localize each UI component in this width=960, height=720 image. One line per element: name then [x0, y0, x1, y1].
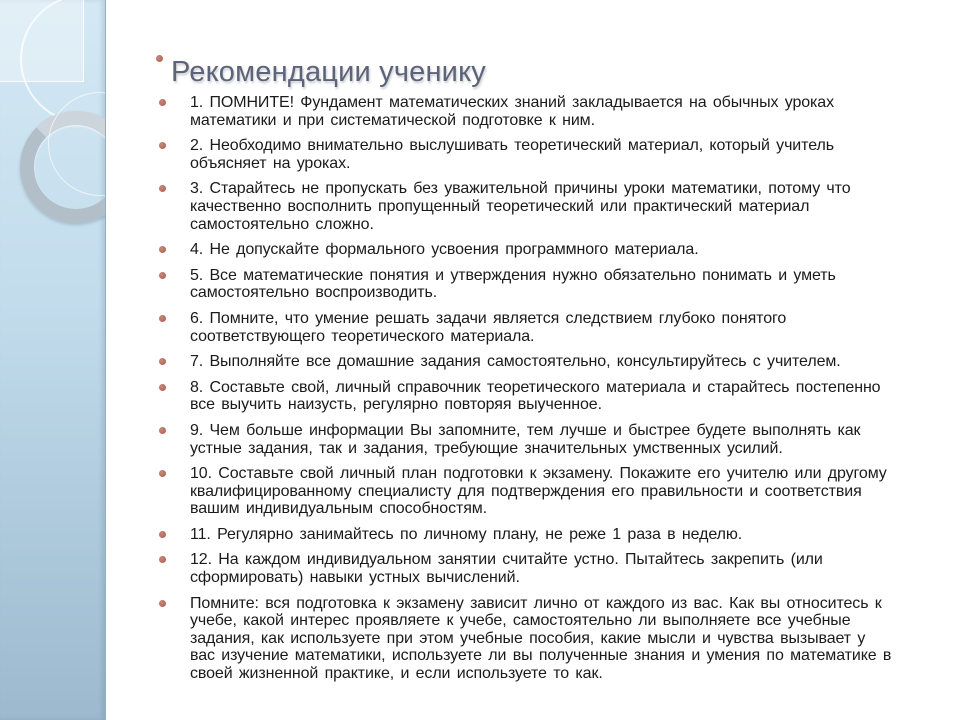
title-bullet-icon	[156, 55, 163, 62]
list-item-text: 12. На каждом индивидуальном занятии считайте устно. Пытайтесь закрепить (или сформировать) навыки устных вычислений.	[190, 551, 823, 587]
list-item	[190, 180, 892, 233]
list-item	[190, 422, 892, 457]
list-item	[190, 551, 892, 586]
list-item	[190, 267, 892, 302]
page-title: Рекомендации ученику	[171, 56, 486, 88]
list-item-text: 6. Помните, что умение решать задачи является следствием глубоко понятого соответствующего теоретического материала.	[190, 309, 787, 345]
list-item	[190, 137, 892, 172]
recommendations-list	[190, 94, 892, 691]
bullet-icon	[159, 358, 166, 365]
list-item	[190, 526, 892, 544]
list-item	[190, 353, 892, 371]
list-item-text: 5. Все математические понятия и утверждения нужно обязательно понимать и уметь самостоятельно воспроизводить.	[190, 266, 836, 302]
decorative-sidebar	[0, 0, 106, 720]
bullet-icon	[159, 246, 166, 253]
bullet-icon	[159, 99, 166, 106]
list-item-text: 4. Не допускайте формального усвоения программного материала.	[190, 241, 699, 259]
list-item	[190, 465, 892, 518]
list-item	[190, 379, 892, 414]
bullet-icon	[159, 142, 166, 149]
list-item-text: 10. Составьте свой личный план подготовки к экзамену. Покажите его учителю или другому квалифицированному специалисту для подтверждения его правильности и соответствия вашим индивидуальным способностям.	[190, 465, 887, 518]
list-item-text: 9. Чем больше информации Вы запомните, тем лучше и быстрее будете выполнять как устные задания, так и задания, требующие значительных умственных усилий.	[190, 421, 861, 457]
list-item-text: 2. Необходимо внимательно выслушивать теоретический материал, который учитель объясняет на уроках.	[190, 137, 834, 172]
list-item-text: 3. Старайтесь не пропускать без уважительной причины уроки математики, потому что качественно восполнить пропущенный теоретический или практический материал самостоятельно сложно.	[190, 180, 851, 233]
list-item-text: 1. ПОМНИТЕ! Фундамент математических знаний закладывается на обычных уроках математики и при систематической подготовке к ним.	[190, 94, 835, 129]
list-item-text: 8. Составьте свой, личный справочник теоретического материала и старайтесь постепенно все выучить наизусть, регулярно повторяя выученное.	[190, 378, 881, 414]
list-item-text: 11. Регулярно занимайтесь по личному плану, не реже 1 раза в неделю.	[190, 525, 743, 543]
list-item-text: 7. Выполняйте все домашние задания самостоятельно, консультируйтесь с учителем.	[190, 353, 841, 371]
bullet-icon	[159, 556, 166, 563]
bullet-icon	[159, 531, 166, 538]
bullet-icon	[159, 470, 166, 477]
bullet-icon	[159, 427, 166, 434]
bullet-icon	[159, 272, 166, 279]
bullet-icon	[159, 600, 166, 607]
bullet-icon	[159, 185, 166, 192]
list-item	[190, 241, 892, 259]
list-item-text: Помните: вся подготовка к экзамену зависит лично от каждого из вас. Как вы относитесь к учебе, какой интерес проявляете к учебе, самостоятельно ли выполняете все учебные задания, как используете при этом учебные пособия, какие мысли и чувства вызывает у вас изучение математики, используете ли вы полученные знания и умения по математике в своей жизненной практике, и если используете то как.	[190, 594, 892, 683]
list-item	[190, 595, 892, 683]
bullet-icon	[159, 384, 166, 391]
list-item	[190, 94, 892, 129]
bullet-icon	[159, 315, 166, 322]
list-item	[190, 310, 892, 345]
